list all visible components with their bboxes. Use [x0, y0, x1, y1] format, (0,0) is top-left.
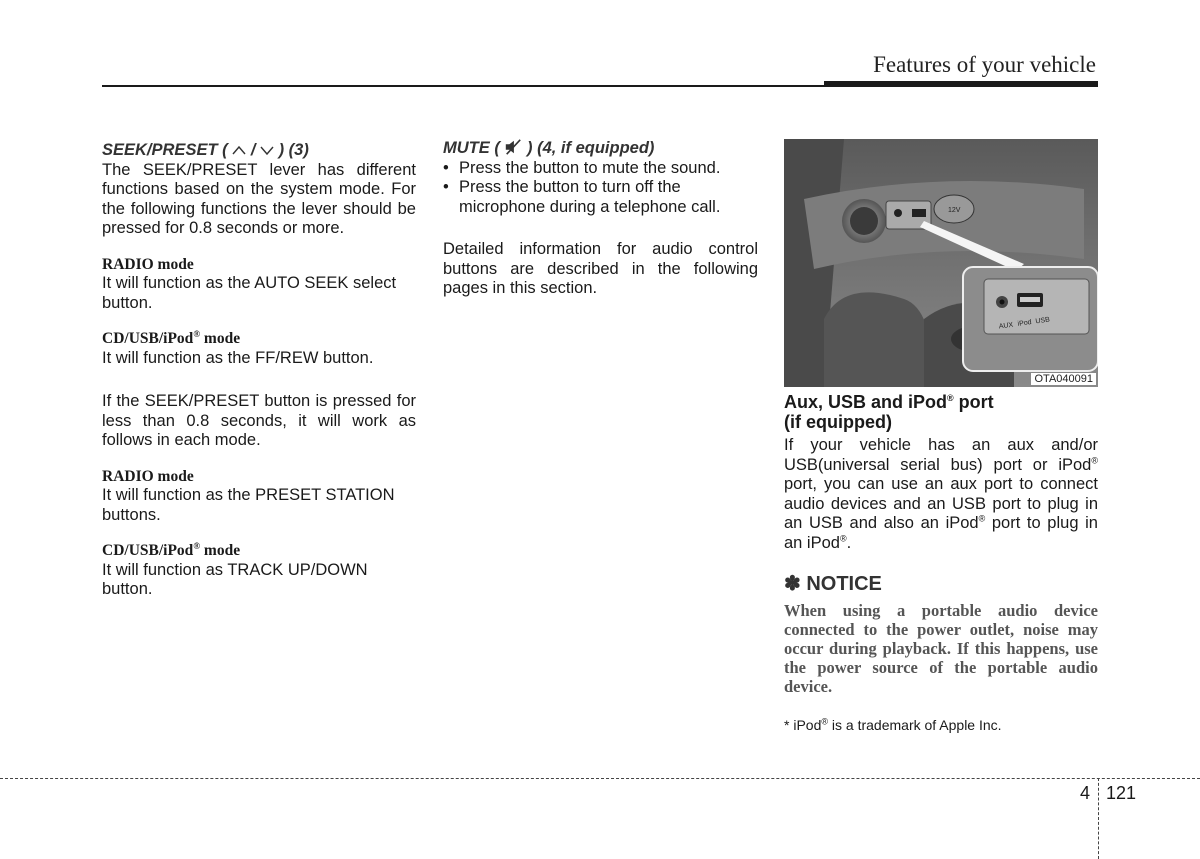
bullet-text: Press the button to mute the sound.: [459, 158, 721, 177]
registered-mark: ®: [978, 513, 986, 524]
title-text: Aux, USB and iPod: [784, 392, 948, 412]
seek-heading-prefix: SEEK/PRESET (: [102, 141, 228, 159]
trademark-note: [784, 716, 1098, 736]
cd-heading-text: CD/USB/iPod: [102, 330, 194, 347]
photo-label-ipod: iPod: [1017, 319, 1033, 328]
chapter-number: 4: [1080, 783, 1091, 803]
mute-heading-suffix: ) (4, if equipped): [527, 139, 655, 157]
cd-usb-ipod-mode-heading-2: [102, 541, 416, 561]
column-aux-usb: [784, 392, 1098, 735]
cd-usb-ipod-mode-heading: [102, 329, 416, 349]
aux-usb-port-photo: [784, 139, 1098, 387]
seek-heading-separator: /: [250, 141, 256, 159]
aux-usb-ipod-subtitle: (if equipped): [784, 412, 892, 432]
short-press-body: If the SEEK/PRESET button is pressed for less than 0.8 seconds, it will work as follows in each mode.: [102, 392, 416, 449]
aux-usb-body: [784, 436, 1098, 553]
console-illustration: [784, 139, 1098, 387]
asterisk: *: [784, 716, 790, 733]
radio-mode-heading-2: RADIO mode: [102, 467, 194, 485]
cd-usb-ipod-mode-body-2: It will function as TRACK UP/DOWN button.: [102, 560, 368, 598]
detail-info-body: Detailed information for audio control buttons are described in the following pages in this section.: [443, 240, 758, 297]
column-mute: [443, 138, 758, 299]
cd-heading-text-2: CD/USB/iPod: [102, 542, 194, 559]
cd-heading-mode: mode: [200, 330, 241, 347]
seek-heading-suffix: ) (3): [278, 141, 309, 159]
registered-mark: ®: [839, 533, 847, 543]
photo-label-aux: AUX: [998, 321, 1014, 331]
notice-heading: [784, 575, 1098, 595]
page-number: 121: [1106, 783, 1137, 803]
footer-rule: [0, 778, 1200, 779]
registered-mark: ®: [821, 715, 829, 726]
cd-usb-ipod-mode-body: It will function as the FF/REW button.: [102, 348, 374, 367]
footer-divider: [1098, 778, 1099, 859]
radio-mode-body-2: It will function as the PRESET STATION buttons.: [102, 486, 395, 524]
body-text: If your vehicle has an aux and/or USB(universal serial bus) port or iPod: [784, 436, 1098, 474]
aux-usb-ipod-title: [784, 392, 1098, 412]
bullet-text: Press the button to turn off the microphone during a telephone call.: [459, 178, 721, 216]
bullet-item: [443, 159, 758, 179]
notice-icon: ✽: [784, 573, 801, 595]
column-seek-preset: [102, 141, 416, 600]
mute-heading-prefix: MUTE (: [443, 139, 500, 157]
notice-label: NOTICE: [806, 573, 882, 595]
cd-heading-mode-2: mode: [200, 542, 241, 559]
chevron-down-icon: [260, 144, 274, 156]
bullet-dot: •: [443, 158, 449, 177]
registered-mark: ®: [1091, 455, 1098, 465]
page-header-title: Features of your vehicle: [873, 52, 1096, 77]
registered-mark: ®: [193, 328, 201, 339]
mute-heading: [443, 138, 758, 159]
registered-mark: ®: [193, 540, 201, 551]
notice-body: When using a portable audio device connected to the power outlet, noise may occur during playback. If this happens, use the power source of the portable audio device.: [784, 600, 1098, 696]
seek-preset-body: The SEEK/PRESET lever has different functions based on the system mode. For the following functions the lever should be pressed for 0.8 seconds or more.: [102, 160, 416, 237]
bullet-item: [443, 178, 758, 217]
photo-label-usb: USB: [1035, 316, 1051, 326]
seek-preset-heading: [102, 141, 416, 161]
header-rule: [102, 85, 824, 87]
mute-speaker-icon: [504, 138, 522, 156]
radio-mode-heading: RADIO mode: [102, 255, 194, 273]
body-text: port to plug in an iPod: [784, 514, 1098, 552]
header-rule-thick: [824, 81, 1098, 87]
registered-mark: ®: [947, 393, 954, 403]
photo-code: OTA040091: [1031, 373, 1096, 385]
radio-mode-body: It will function as the AUTO SEEK select button.: [102, 274, 397, 312]
title-port: port: [953, 392, 994, 412]
photo-label-12v: 12V: [948, 207, 961, 214]
trademark-text: is a trademark of Apple Inc.: [828, 716, 1002, 733]
bullet-dot: •: [443, 178, 449, 196]
body-text: port, you can use an aux port to connect audio devices and an USB port to plug in an USB and also an iPod: [784, 475, 1098, 532]
trademark-text: iPod: [793, 716, 822, 733]
chevron-up-icon: [232, 144, 246, 156]
body-text: .: [846, 533, 852, 552]
